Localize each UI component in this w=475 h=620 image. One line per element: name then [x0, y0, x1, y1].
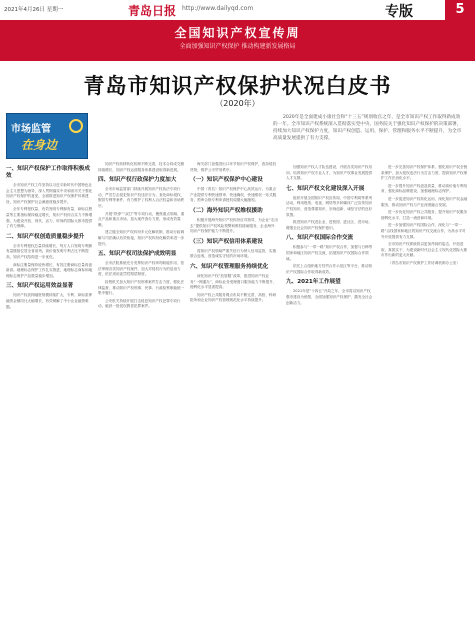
body-paragraph: 全市知识产权工作坚持以习近平新时代中国特色社会主义思想为指导，深入贯彻落实中央和省市关于强化知识产权保护的意见，全面推进知识产权保护体系建设，知识产权保护社会满意度稳步提升。 [6, 183, 93, 204]
body-paragraph: （青岛市知识产权保护工作协调机制办公室） [388, 260, 460, 265]
body-paragraph: 依托上合组织地方经贸合作示范区等平台，推动知识产权国际合作取得新成效。 [286, 264, 373, 274]
page-number: 5 [445, 0, 475, 20]
section-heading: 四、知识产权行政保护力度加大 [98, 177, 177, 184]
body-paragraph: 海关部门加强进出口环节知识产权保护，查扣侵权货物，维护公平贸易秩序。 [190, 162, 277, 172]
body-paragraph: 全市专利授权总量持续增长，每万人口发明专利拥有量继续位居全省前列。高价值发明专利占比不断提高，知识产权结构进一步优化。 [6, 243, 93, 259]
section-heading: （三）知识产权信用体系建设 [190, 238, 263, 245]
body-paragraph: 商标注册量保持较快增长，有效注册商标总量再创新高。地理标志保护工作扎实推进，地理标志商标和地理标志保护产品数量稳步增加。 [6, 262, 93, 278]
section-heading: 五、知识产权司法保护成效明显 [98, 251, 177, 258]
seal-icon [69, 119, 83, 133]
body-paragraph: 推进知识产权进企业、进校园、进社区、进市场，增强全社会知识产权保护意识。 [286, 220, 373, 230]
intro-text: 2020年是全面建成小康社会和“十三五”规划收官之年，是全市知识产权工作取得新成效的一年。全市知识产权系统深入贯彻落实党中央、国务院关于强化知识产权保护的决策部署，持续加大知识产权保护力度，知识产权创造、运用、保护、管理和服务水平不断提升，为全市高质量发展提供了有力支撑。 [273, 115, 462, 141]
section-heading: 三、知识产权运用效益显著 [6, 283, 74, 290]
page-year: （2020年） [215, 99, 260, 108]
article-column-2 [98, 162, 186, 614]
masthead [0, 0, 475, 20]
body-paragraph: 全市法院系统充分发挥知识产权审判职能作用，依法审理各类知识产权案件，加大对侵权行为的惩治力度，依法适用惩罚性赔偿制度。 [98, 261, 185, 277]
article-column-4 [286, 165, 374, 614]
body-paragraph: 进一步促进知识产权转化运用，深化知识产权金融服务，推动知识产权与产业深度融合发展。 [381, 196, 468, 207]
body-paragraph: 进一步优化知识产权公共服务，提升知识产权服务便利化水平，打造一流营商环境。 [381, 210, 468, 220]
section-label: 专版 [385, 4, 413, 20]
newspaper-brand: 青岛日报 [128, 4, 177, 18]
body-paragraph: 进一步提升知识产权创造质量，推动高价值专利培育，强化商标品牌建设，加强地理标志保护。 [381, 183, 468, 194]
section-heading: （二）海外知识产权维权援助 [190, 207, 263, 214]
body-paragraph: 检察机关加大知识产权刑事案件打击力度，强化法律监督，推动知识产权刑事、民事、行政检察职能统一集中履行。 [98, 279, 185, 296]
week-banner [0, 20, 475, 61]
body-paragraph: 进一步加强知识产权国际合作，深化与“一带一路”沿线国家和地区的知识产权交流合作，为高水平对外开放提供有力支撑。 [381, 223, 466, 239]
body-paragraph: 将知识产权领域严重失信行为纳入信用监管，实施联合惩戒，营造诚实守信的市场环境。 [190, 248, 277, 259]
section-heading: 一、知识产权保护工作取得积极成效 [6, 166, 90, 179]
section-heading: 九、2021年工作展望 [286, 279, 341, 286]
banner-title: 全国知识产权宣传周 [174, 26, 301, 40]
body-paragraph: 全市知识产权系统将以更加昂扬的姿态，开拓进取，真抓实干，为建设新时代社会主义现代化国际大都市作出新的更大贡献。 [381, 242, 468, 258]
body-paragraph: 全市市场监管部门持续开展知识产权执法专项行动，严厉打击侵犯知识产权违法行为，查处商标侵权、假冒专利等案件，有力维护了权利人合法权益和市场秩序。 [98, 187, 185, 208]
body-paragraph: 组织开展全国知识产权宣传周、中国专利周等系列活动，利用报纸、电视、网络等多种媒体广泛宣传知识产权知识，营造尊重知识、崇尚创新、诚信守法的良好氛围。 [286, 195, 373, 217]
page-title: 青岛市知识产权保护状况白皮书 [83, 73, 392, 98]
article-column-1 [6, 162, 94, 614]
body-paragraph: 开展“铁拳”“双打”等专项行动，聚焦重点领域、重点产品和重点市场，加大案件查办力度，形成有效震慑。 [98, 211, 185, 227]
column-logo [6, 113, 88, 159]
body-paragraph: 2021年是“十四五”开局之年，全市将以知识产权强市建设为统领，全面加强知识产权保护，激发全社会创新活力。 [286, 289, 373, 305]
section-heading: 七、知识产权文化建设深入开展 [286, 185, 365, 192]
body-paragraph: 中国（青岛）知识产权保护中心高效运行，为重点产业提供专利快速预审、快速确权、快速维权一站式服务，预审合格专利申请授权周期大幅缩短。 [190, 187, 277, 203]
article-column-5 [381, 165, 469, 614]
body-paragraph: 知识产权公共服务网点布局不断完善，高校、科研院所和企业知识产权管理规范化水平持续提升。 [190, 292, 277, 303]
body-paragraph: 全年专利授权量、有效发明专利拥有量、商标注册量等主要指标保持稳定增长，知识产权综合实力不断增强，为建设开放、现代、活力、时尚的国际大都市提供了有力保障。 [6, 207, 93, 229]
intro-paragraph [273, 114, 463, 143]
body-paragraph: 加强知识产权人才队伍建设，开展各类知识产权培训，培养知识产权专业人才，为知识产权事业发展提供人才支撑。 [286, 165, 373, 181]
body-paragraph: 深化知识产权“放管服”改革，推进知识产权业务“一网通办”，商标业务受理窗口服务能力不断提升，便利化水平显著提高。 [190, 273, 277, 290]
article-column-3 [190, 162, 278, 614]
logo-line-1: 市场监管 [11, 124, 51, 135]
body-paragraph: 进一步完善知识产权保护体系，强化知识产权全链条保护，加大侵权违法行为打击力度，提高知识产权保护工作法治化水平。 [381, 165, 468, 181]
body-paragraph: 公安机关持续开展打击侵犯知识产权犯罪专项行动，破获一批侵权假冒犯罪案件。 [98, 298, 181, 309]
body-paragraph: 积极参与“一带一路”知识产权合作，加强与日韩等国家和地区知识产权交流，拓展知识产权国际合作领域。 [286, 245, 373, 261]
body-paragraph: 建立健全知识产权纠纷多元化解机制，推动行政调解与司法确认有效衔接，知识产权纠纷化解效率进一步提升。 [98, 230, 185, 246]
body-paragraph: 积极开展海外知识产权纠纷应对指导，为企业“走出去”提供知识产权风险预警和维权援助服务，企业海外知识产权保护能力不断提升。 [190, 217, 278, 234]
section-heading: （一）知识产权保护中心建设 [190, 177, 263, 184]
body-paragraph: 知识产权质押融资规模持续扩大，专利、商标质押融资金额同比大幅增长，有效缓解了中小企业融资难题。 [6, 293, 93, 309]
section-heading: 二、知识产权创造质量稳步提升 [6, 233, 85, 240]
newspaper-url[interactable]: http://www.dailyqd.com [182, 5, 254, 12]
logo-line-2: 在身边 [21, 138, 58, 152]
section-heading: 六、知识产权管理服务持续优化 [190, 263, 269, 270]
issue-date: 2021年4月26日 星期一 [4, 7, 64, 13]
body-paragraph: 知识产权转移转化机制不断完善，技术合同成交额持续增长，知识产权运营服务体系建设取得新进展。 [98, 162, 185, 172]
banner-subtitle: 全面加强知识产权保护 推动构建新发展格局 [179, 43, 296, 50]
section-heading: 八、知识产权国际合作交流 [286, 235, 354, 242]
